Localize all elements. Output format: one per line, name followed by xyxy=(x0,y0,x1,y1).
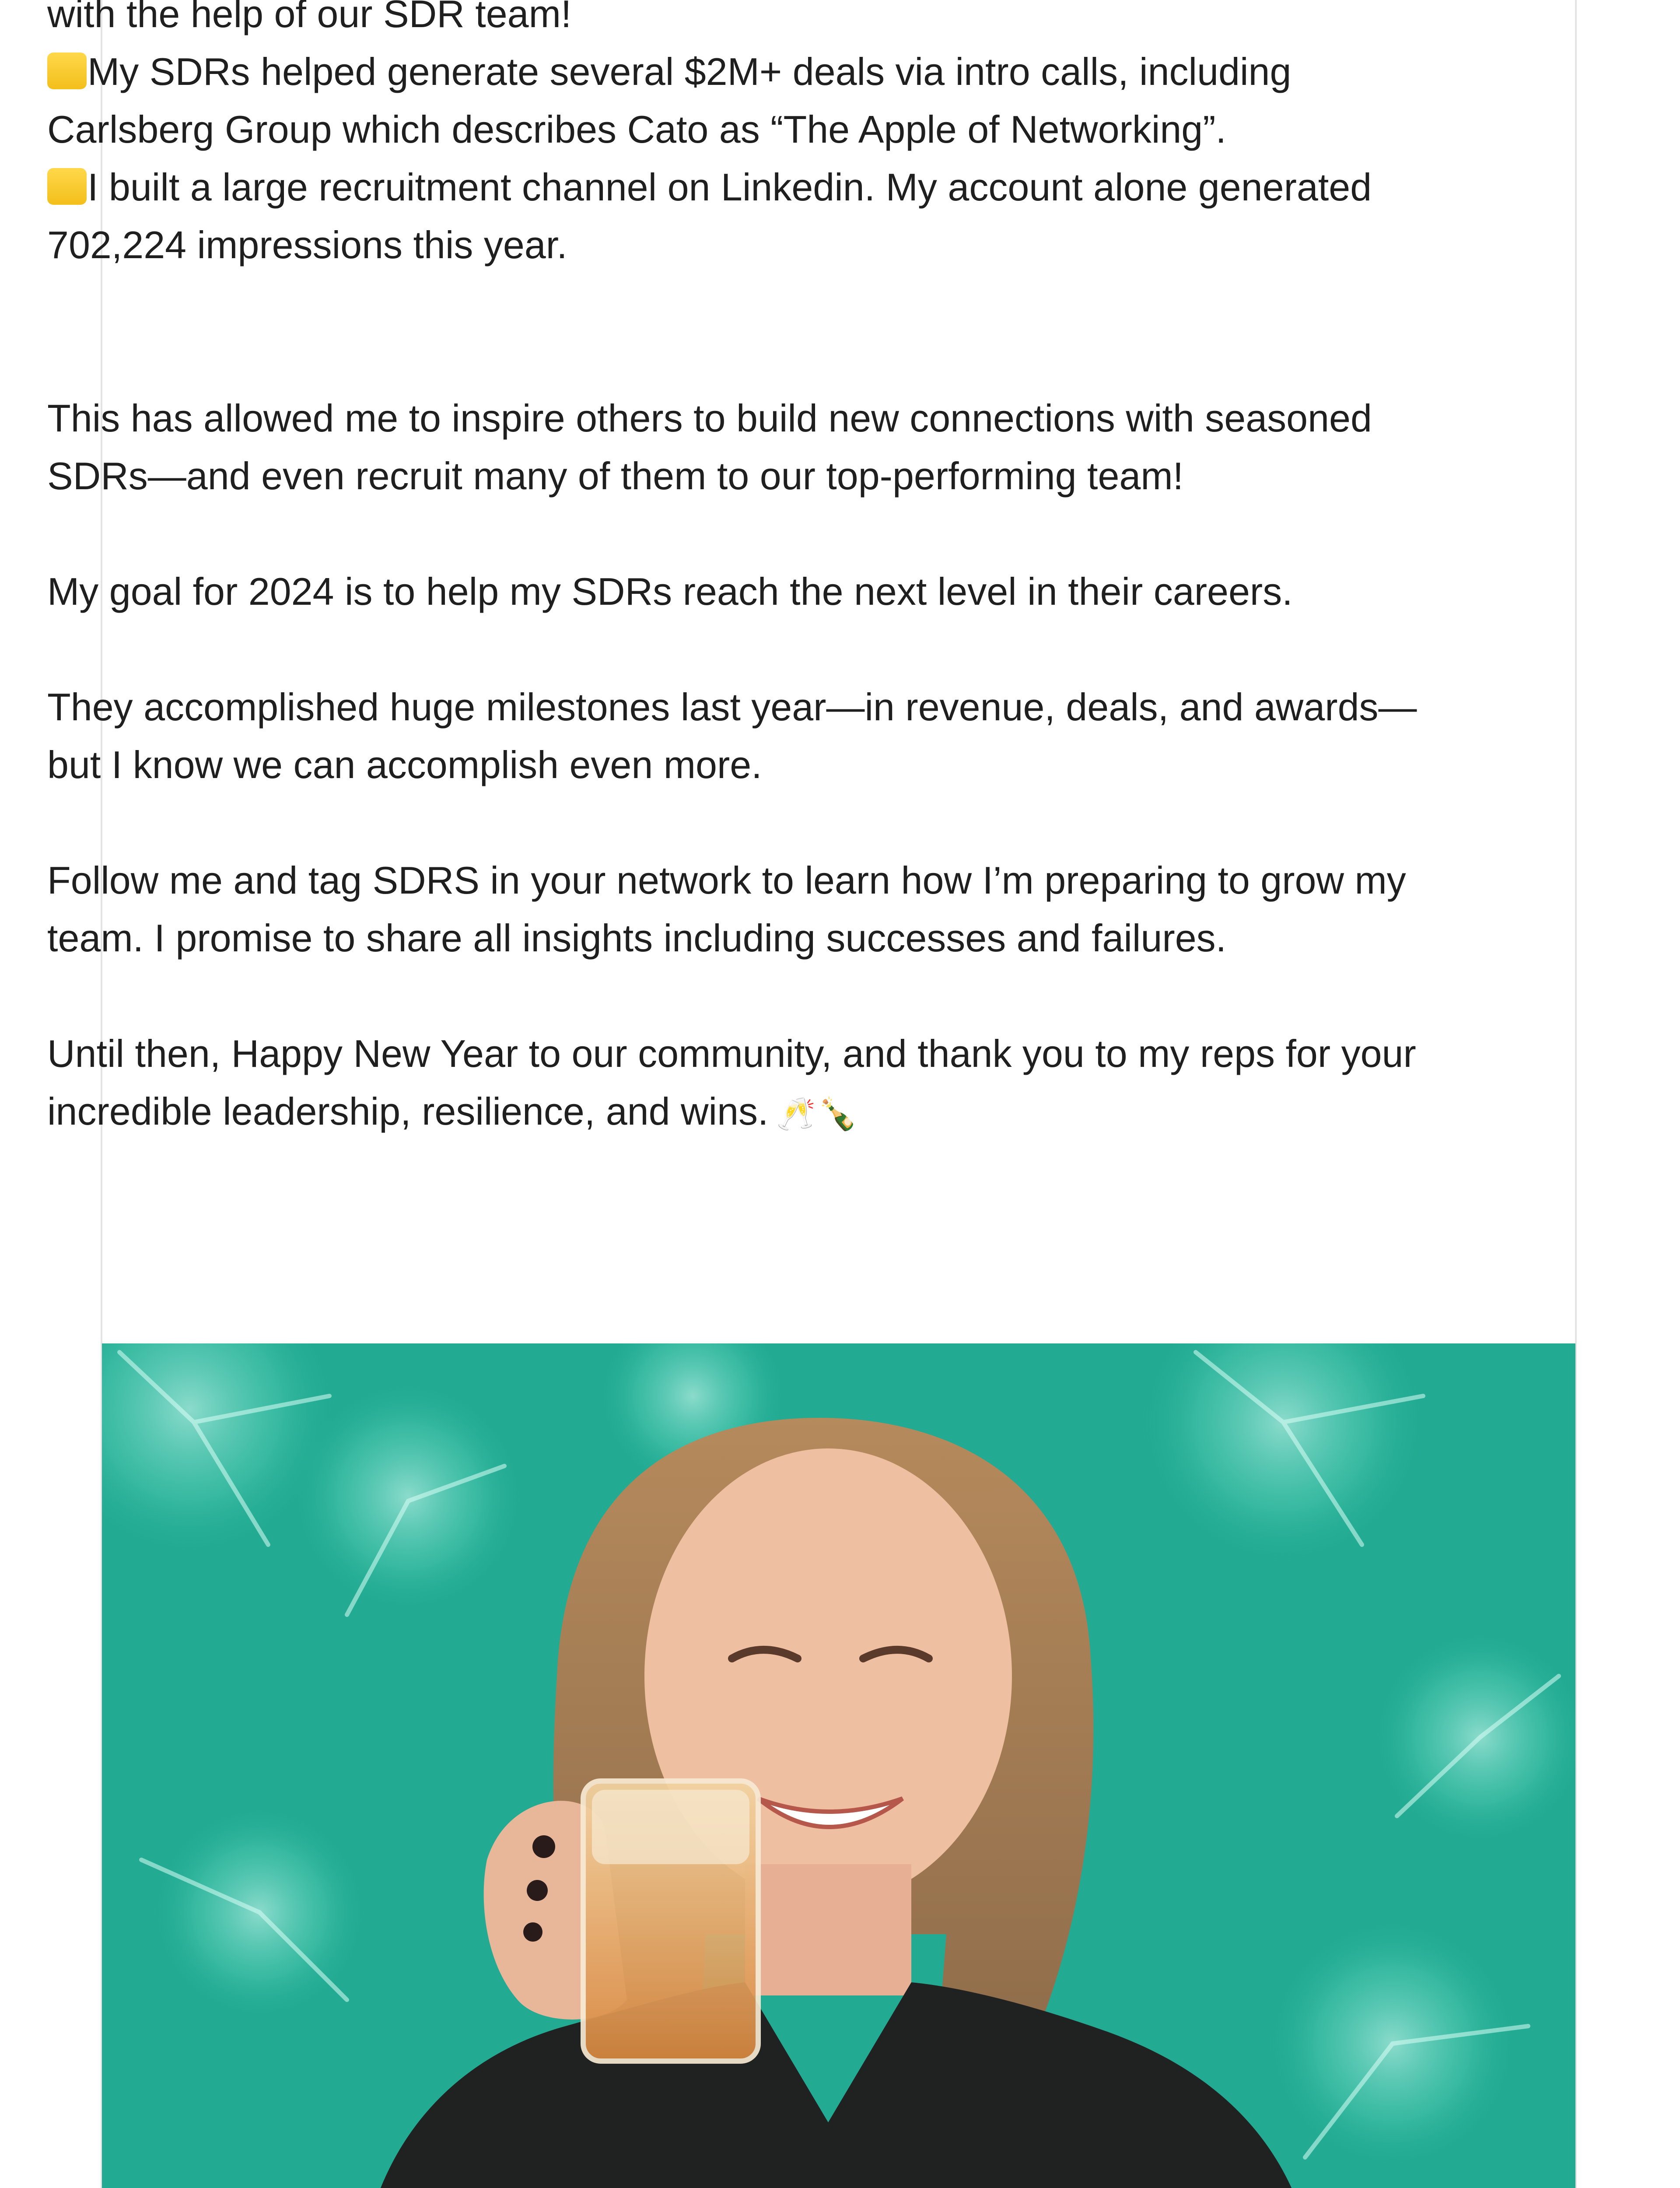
bullet-text: My SDRs helped generate several $2M+ deals via intro calls, including Carlsberg Group which describes Cato as “The Apple of Networking”. xyxy=(47,50,1302,151)
post-body xyxy=(47,0,1438,1143)
spacer xyxy=(47,274,1438,389)
spacer xyxy=(47,505,1438,563)
celebration-photo xyxy=(102,1343,1575,2188)
bullet-item xyxy=(47,158,1438,274)
post-line-top: with the help of our SDR team! xyxy=(47,0,572,35)
clinking-glasses-icon: 🥂 xyxy=(776,1097,816,1132)
spacer xyxy=(47,621,1438,678)
post-paragraph: Follow me and tag SDRS in your network to learn how I’m preparing to grow my team. I promise to share all insights including successes and failures. xyxy=(47,859,1417,960)
post-paragraph: They accomplished huge milestones last year—in revenue, deals, and awards—but I know we can accomplish even more. xyxy=(47,685,1417,786)
post-paragraph: My goal for 2024 is to help my SDRs reach the next level in their careers. xyxy=(47,570,1293,613)
bullet-text: I built a large recruitment channel on Linkedin. My account alone generated 702,224 impressions this year. xyxy=(47,165,1382,266)
closing-text: Until then, Happy New Year to our community, and thank you to my reps for your incredible leadership, resilience, and wins. xyxy=(47,1032,1427,1133)
bullet-item xyxy=(47,43,1438,158)
yellow-square-icon xyxy=(47,168,87,205)
post-paragraph: This has allowed me to inspire others to build new connections with seasoned SDRs—and even recruit many of them to our top-performing team! xyxy=(47,396,1383,498)
post-image[interactable] xyxy=(102,1343,1575,2188)
spacer xyxy=(47,794,1438,852)
post-closing xyxy=(47,1025,1438,1143)
champagne-bottle-icon: 🍾 xyxy=(818,1097,858,1132)
yellow-square-icon xyxy=(47,53,87,89)
spacer xyxy=(47,967,1438,1025)
